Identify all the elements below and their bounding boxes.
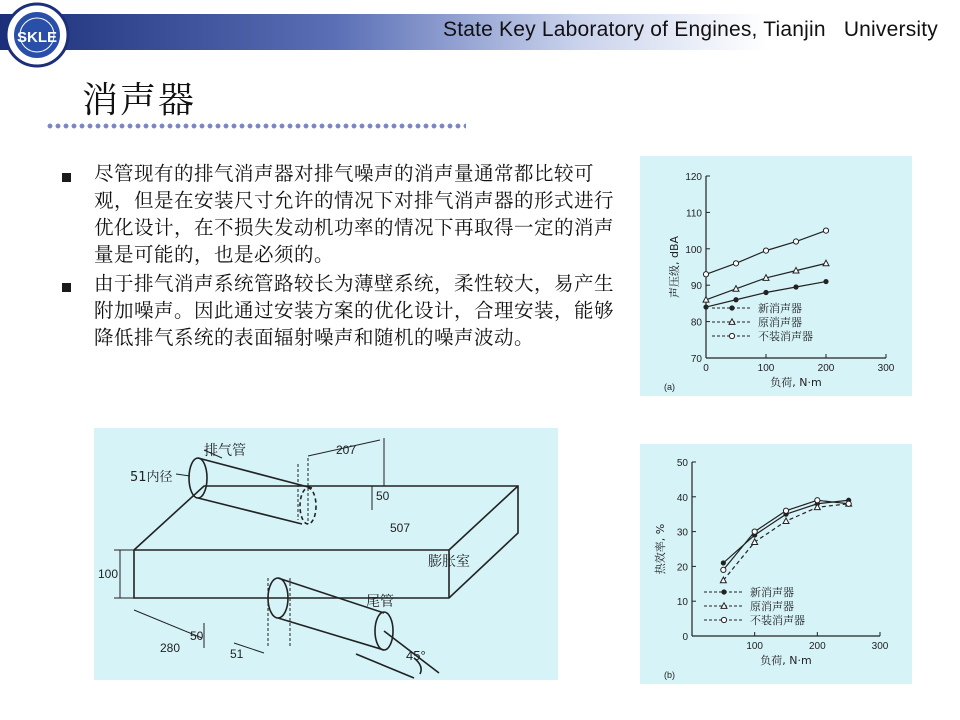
panel-label: (b) [664,670,675,680]
x-axis-label: 负荷, N·m [760,654,812,667]
data-point [721,567,726,572]
label-expansion-chamber: 膨胀室 [428,554,470,570]
slide-title: 消声器 [82,80,197,121]
y-tick-label: 30 [676,527,688,539]
label-dim-280: 280 [160,641,181,655]
data-point [793,284,798,289]
data-point [721,560,726,565]
logo-text: SKLE [16,29,58,46]
legend-label: 不装消声器 [758,330,813,343]
data-point [823,260,829,266]
label-dim-50-bottom: 50 [190,629,204,643]
data-point [846,501,851,506]
y-tick-label: 90 [690,281,702,293]
legend-label: 新消声器 [758,302,802,315]
y-tick-label: 20 [676,562,688,574]
data-point [733,297,738,302]
legend-label: 原消声器 [758,316,802,329]
label-dim-507: 507 [390,521,411,535]
y-tick-label: 10 [676,597,688,609]
data-point [815,498,820,503]
legend-marker [721,617,726,622]
data-point [763,290,768,295]
data-point [733,261,738,266]
label-dim-100: 100 [98,567,119,581]
data-point [793,239,798,244]
y-tick-label: 80 [690,317,702,329]
data-point [763,248,768,253]
x-tick-label: 200 [817,363,835,374]
x-axis-label: 负荷, N·m [770,376,822,389]
bullet-text: 尽管现有的排气消声器对排气噪声的消声量通常都比较可观，但是在安装尺寸允许的情况下对排气消声器的形式进行优化设计，在不损失发动机功率的情况下再取得一定的消声量是可能的，也是必须的。 [94,162,615,266]
data-point [752,539,758,545]
legend-marker [721,589,726,594]
y-tick-label: 120 [685,172,702,183]
data-point [703,304,708,309]
bullet-text: 由于排气消声系统管路较长为薄壁系统，柔性较大，易产生附加噪声。因此通过安装方案的优化设计，合理安装，能够降低排气系统的表面辐射噪声和随机的噪声波动。 [94,272,615,349]
muffler-diagram [94,428,558,680]
y-tick-label: 0 [682,632,688,643]
x-tick-label: 100 [757,363,775,374]
label-dim-51: 51 [230,647,244,661]
bullet-square-icon [62,173,71,182]
data-point [752,529,757,534]
data-point [703,272,708,277]
x-tick-label: 0 [703,363,709,374]
x-tick-label: 100 [746,641,764,652]
label-inner-diameter: 51内径 [130,470,173,485]
title-underline-dots [46,123,466,129]
legend-marker [729,333,734,338]
y-tick-label: 100 [685,244,702,256]
bullet-item [56,270,624,351]
y-axis-label: 声压级, dBA [668,235,681,299]
y-tick-label: 40 [676,492,688,504]
data-point [783,508,788,513]
label-dim-50-top: 50 [376,489,390,503]
bullet-square-icon [62,283,71,292]
data-point [823,228,828,233]
institution-name: State Key Laboratory of Engines, Tianjin University [442,18,938,41]
y-tick-label: 50 [676,458,688,469]
chart-b-panel [640,444,912,684]
x-tick-label: 300 [877,363,895,374]
legend-label: 新消声器 [750,586,794,599]
x-tick-label: 300 [871,641,889,652]
data-point [783,518,789,524]
legend-label: 不装消声器 [750,614,805,627]
panel-label: (a) [664,382,675,392]
label-tail-pipe: 尾管 [366,594,394,610]
bullet-item [56,160,624,268]
label-exhaust-pipe: 排气管 [204,443,246,459]
label-angle: 45° [406,648,426,663]
chart-a-panel [640,156,912,396]
x-tick-label: 200 [808,641,826,652]
bullet-list [56,160,624,353]
y-tick-label: 70 [690,354,702,365]
lab-logo-icon [4,2,70,68]
y-axis-label: 热效率, % [654,523,667,575]
data-point [823,279,828,284]
label-dim-207: 207 [336,443,357,457]
legend-label: 原消声器 [750,600,794,613]
legend-marker [729,305,734,310]
y-tick-label: 110 [686,208,702,220]
